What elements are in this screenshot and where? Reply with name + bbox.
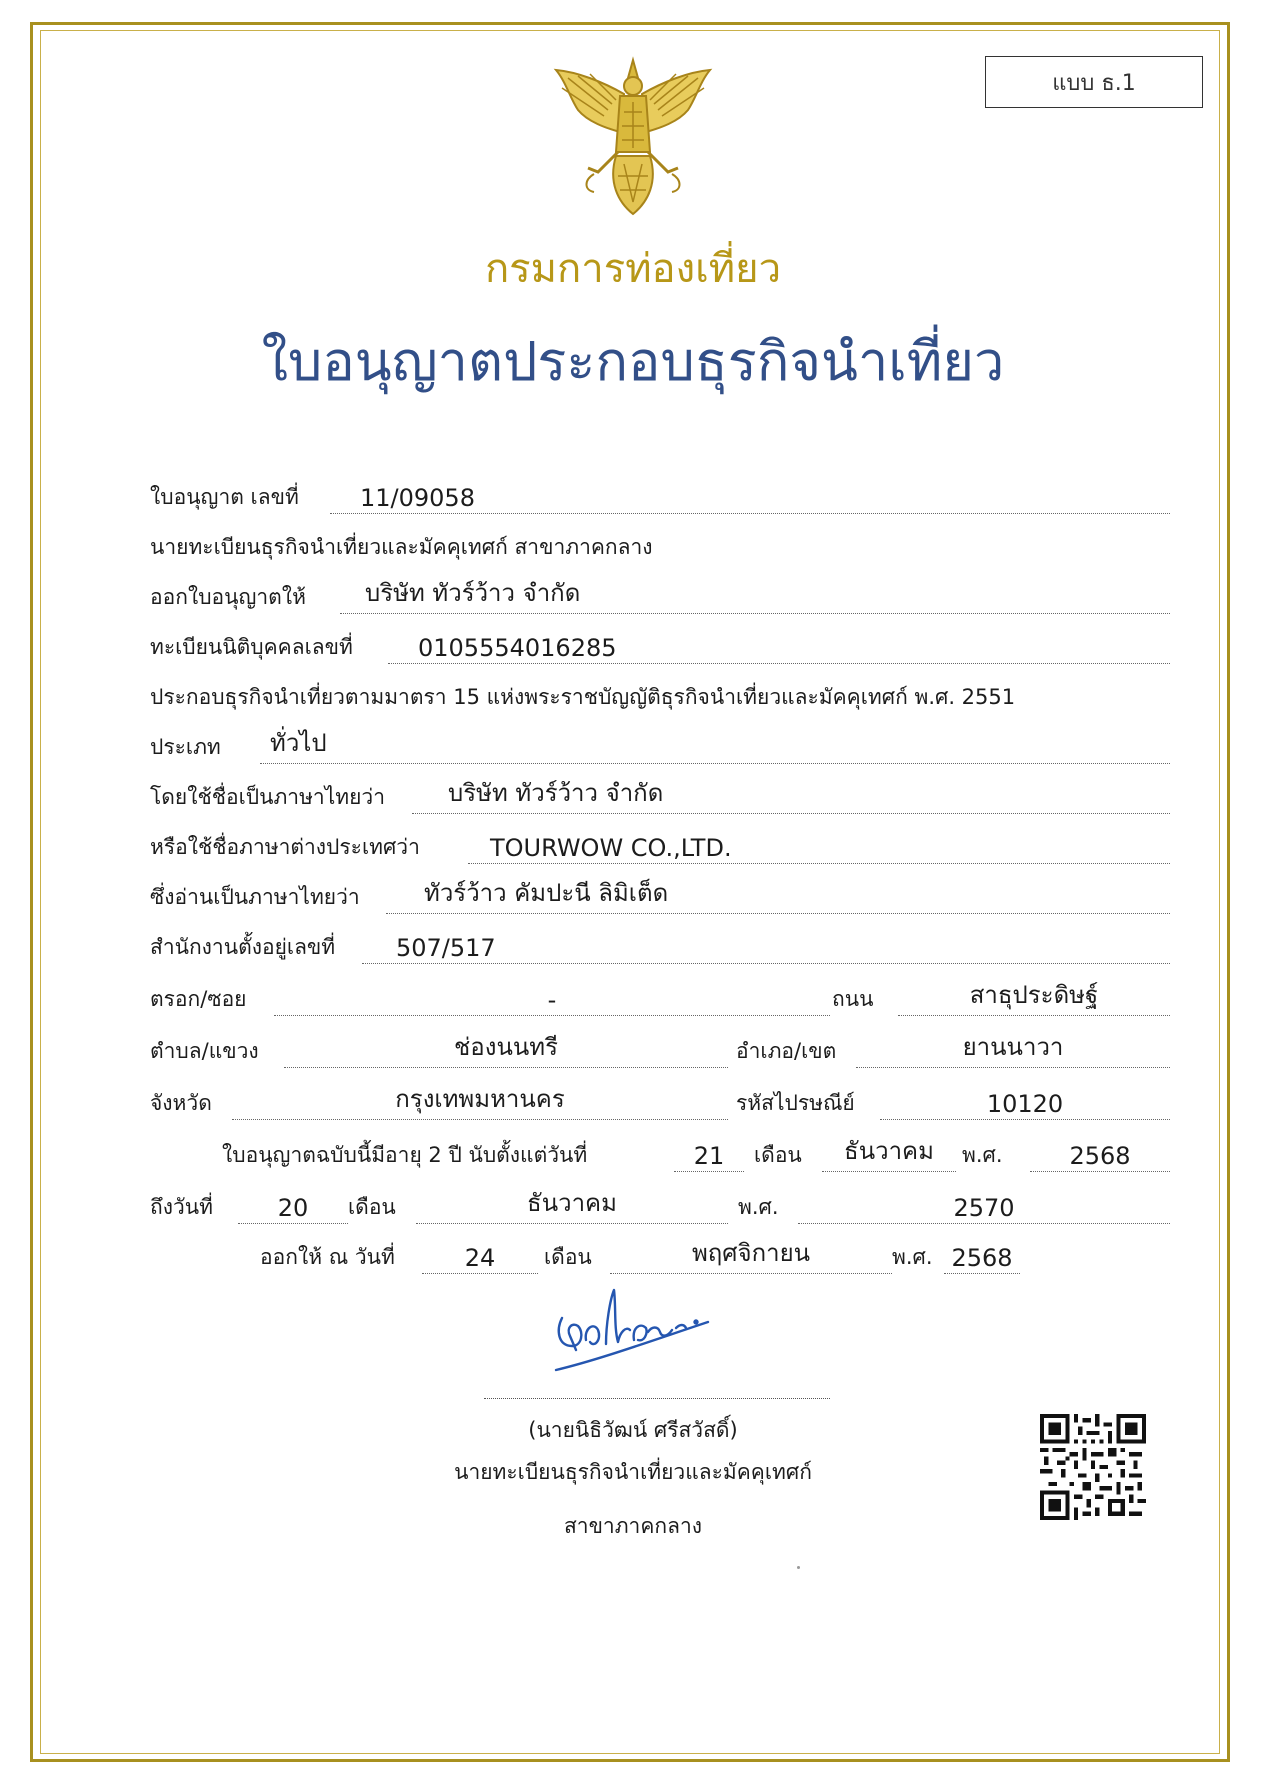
end-day: 20 bbox=[277, 1194, 309, 1222]
type-value: ทั่วไป bbox=[270, 729, 327, 757]
signer-branch: สาขาภาคกลาง bbox=[563, 1514, 703, 1538]
signer-position: นายทะเบียนธุรกิจนำเที่ยวและมัคคุเทศก์ bbox=[454, 1460, 812, 1484]
district-value: ยานนาวา bbox=[962, 1033, 1064, 1061]
end-month-label: เดือน bbox=[348, 1195, 396, 1219]
form-code: แบบ ธ.1 bbox=[1052, 70, 1136, 96]
juristic-number: 0105554016285 bbox=[418, 634, 617, 662]
garuda-emblem-icon bbox=[548, 52, 718, 222]
license-number: 11/09058 bbox=[360, 484, 475, 512]
department-name: กรมการท่องเที่ยว bbox=[484, 246, 782, 292]
soi-value: - bbox=[547, 986, 557, 1014]
postcode-value: 10120 bbox=[986, 1090, 1064, 1118]
juristic-row bbox=[150, 628, 1200, 668]
issue-year: 2568 bbox=[951, 1244, 1013, 1272]
start-month-label: เดือน bbox=[754, 1143, 802, 1167]
start-year: 2568 bbox=[1069, 1142, 1131, 1170]
thai-name-row bbox=[150, 778, 1200, 818]
office-label: สำนักงานตั้งอยู่เลขที่ bbox=[150, 935, 336, 959]
province-postcode-row bbox=[150, 1084, 1200, 1124]
validity-start-row bbox=[150, 1136, 1200, 1176]
issue-be-label: พ.ศ. bbox=[892, 1245, 933, 1269]
start-be-label: พ.ศ. bbox=[962, 1143, 1003, 1167]
subdistrict-value: ช่องนนทรี bbox=[454, 1033, 558, 1061]
road-value: สาธุประดิษฐ์ bbox=[969, 981, 1099, 1009]
issued-to-row bbox=[150, 578, 1200, 618]
subdistrict-district-row bbox=[150, 1032, 1200, 1072]
license-number-row bbox=[150, 478, 1200, 518]
registrar-row bbox=[150, 528, 1200, 568]
read-as-value: ทัวร์ว้าว คัมปะนี ลิมิเต็ด bbox=[424, 879, 669, 907]
start-month: ธันวาคม bbox=[844, 1137, 934, 1165]
thai-name-label: โดยใช้ชื่อเป็นภาษาไทยว่า bbox=[150, 785, 386, 809]
issued-to-value: บริษัท ทัวร์ว้าว จำกัด bbox=[365, 579, 581, 607]
issued-on-label: ออกให้ ณ วันที่ bbox=[260, 1245, 395, 1269]
read-as-label: ซึ่งอ่านเป็นภาษาไทยว่า bbox=[150, 885, 360, 909]
end-be-label: พ.ศ. bbox=[738, 1195, 779, 1219]
foreign-name-value: TOURWOW CO.,LTD. bbox=[490, 834, 732, 862]
type-line bbox=[260, 728, 1170, 764]
license-number-label: ใบอนุญาต เลขที่ bbox=[150, 485, 299, 509]
issue-month: พฤศจิกายน bbox=[691, 1239, 811, 1267]
validity-label: ใบอนุญาตฉบับนี้มีอายุ 2 ปี นับตั้งแต่วันที่ bbox=[222, 1143, 588, 1167]
office-number: 507/517 bbox=[396, 934, 496, 962]
signature-image bbox=[548, 1270, 728, 1380]
foreign-name-label: หรือใช้ชื่อภาษาต่างประเทศว่า bbox=[150, 835, 420, 859]
end-year: 2570 bbox=[953, 1194, 1015, 1222]
province-value: กรุงเทพมหานคร bbox=[395, 1085, 565, 1113]
type-row bbox=[150, 728, 1200, 768]
district-label: อำเภอ/เขต bbox=[736, 1039, 837, 1063]
start-day: 21 bbox=[693, 1142, 725, 1170]
until-label: ถึงวันที่ bbox=[150, 1195, 213, 1219]
office-row bbox=[150, 928, 1200, 968]
province-label: จังหวัด bbox=[150, 1091, 212, 1115]
juristic-label: ทะเบียนนิติบุคคลเลขที่ bbox=[150, 635, 353, 659]
issue-day: 24 bbox=[464, 1244, 496, 1272]
issue-month-label: เดือน bbox=[544, 1245, 592, 1269]
soi-label: ตรอก/ซอย bbox=[150, 987, 247, 1011]
soi-road-row bbox=[150, 980, 1200, 1020]
law-row bbox=[150, 678, 1200, 718]
signer-name: (นายนิธิวัฒน์ ศรีสวัสดิ์) bbox=[528, 1418, 738, 1442]
end-month: ธันวาคม bbox=[527, 1189, 617, 1217]
road-label: ถนน bbox=[832, 987, 874, 1011]
paper-speck bbox=[797, 1566, 800, 1569]
issued-to-label: ออกใบอนุญาตให้ bbox=[150, 585, 306, 609]
signature-line bbox=[484, 1398, 830, 1399]
subdistrict-label: ตำบล/แขวง bbox=[150, 1039, 259, 1063]
postcode-label: รหัสไปรษณีย์ bbox=[736, 1091, 855, 1115]
law-line: ประกอบธุรกิจนำเที่ยวตามมาตรา 15 แห่งพระราชบัญญัติธุรกิจนำเที่ยวและมัคคุเทศก์ พ.ศ. 2551 bbox=[150, 685, 1016, 709]
validity-end-row bbox=[150, 1188, 1200, 1228]
read-as-row bbox=[150, 878, 1200, 918]
thai-name-value: บริษัท ทัวร์ว้าว จำกัด bbox=[448, 779, 664, 807]
form-code-box bbox=[985, 56, 1203, 108]
registrar-line: นายทะเบียนธุรกิจนำเที่ยวและมัคคุเทศก์ สาขาภาคกลาง bbox=[150, 535, 653, 559]
certificate-title: ใบอนุญาตประกอบธุรกิจนำเที่ยว bbox=[261, 330, 1005, 393]
qr-code-icon bbox=[1040, 1414, 1146, 1520]
foreign-name-row bbox=[150, 828, 1200, 868]
type-label: ประเภท bbox=[150, 735, 221, 759]
